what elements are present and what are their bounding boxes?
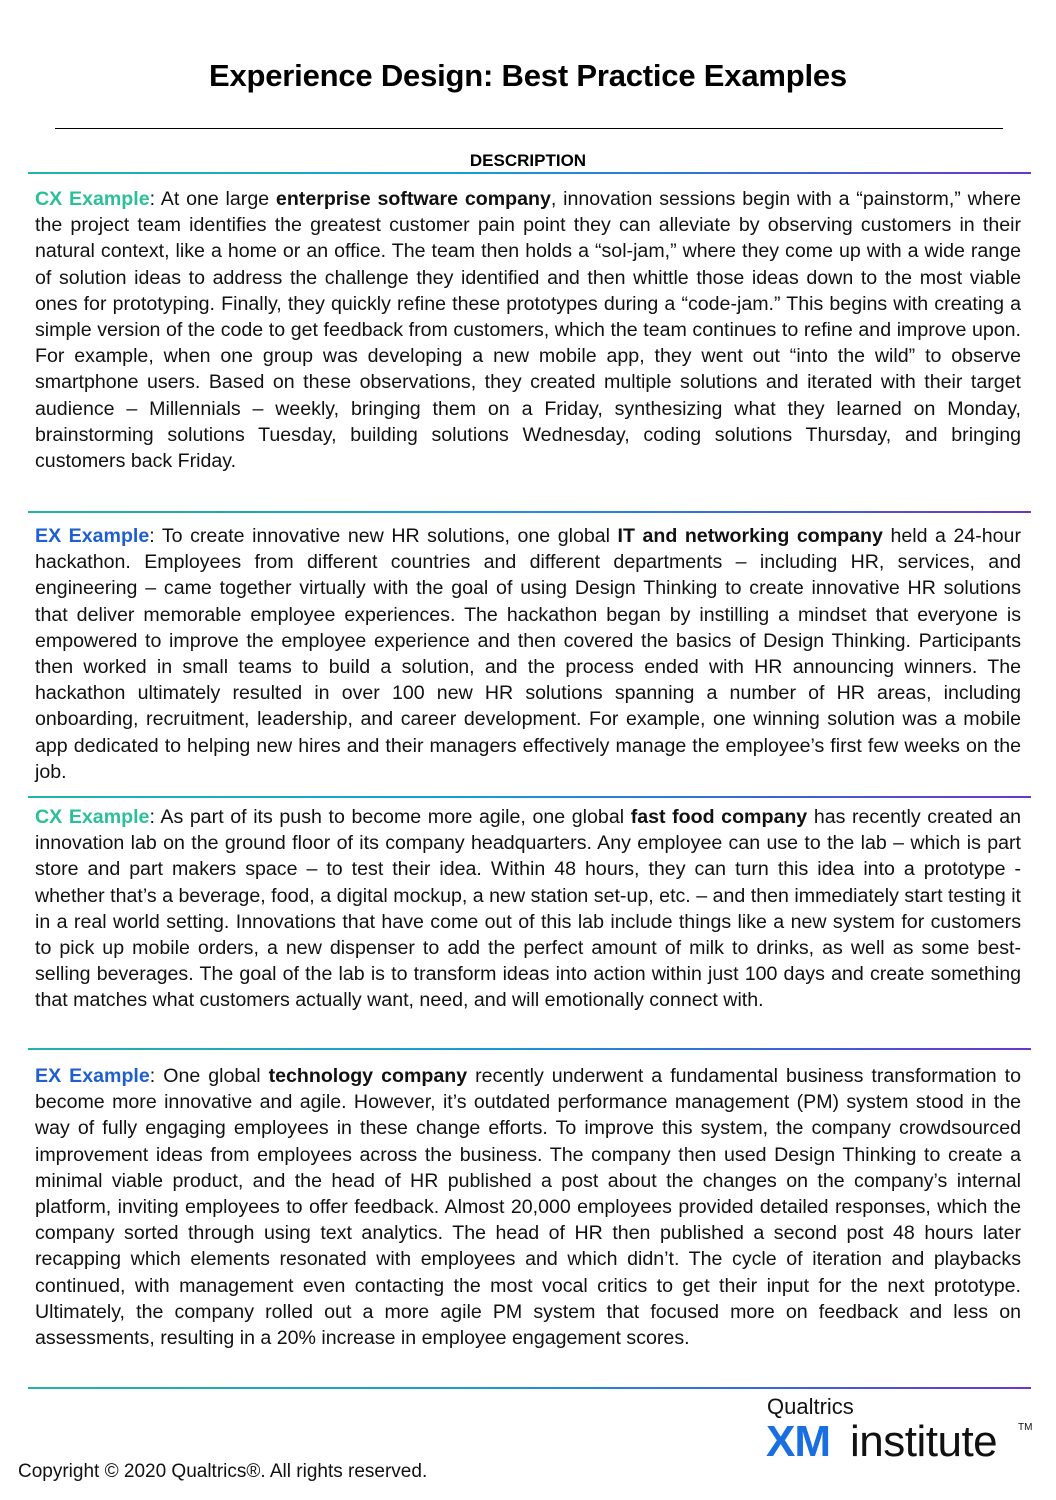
example-text: : As part of its push to become more agile, one global: [149, 806, 631, 828]
company-name: fast food company: [630, 806, 808, 828]
example-block: [35, 186, 1021, 474]
gradient-divider: [28, 1387, 1031, 1389]
example-text: , innovation sessions begin with a “painstorm,” where the project team identifies the greatest customer pain point they can alleviate by observing customers in their natural context, like a home or an office. The team then holds a “sol-jam,” where they come up with a wide range of solution ideas to address the challenge they identified and then whittle those ideas down to the most viable ones for prototyping. Finally, they quickly refine these prototypes during a “code-jam.” This begins with creating a simple version of the code to get feedback from customers, which the team continues to refine and improve upon. For example, when one group was developing a new mobile app, they went out “into the wild” to observe smartphone users. Based on these observations, they created multiple solutions and iterated with their target audience – Millennials – weekly, bringing them on a Friday, synthesizing what they learned on Monday, brainstorming solutions Tuesday, building solutions Wednesday, coding solutions Thursday, and bringing customers back Friday.: [35, 188, 1021, 473]
company-name: enterprise software company: [275, 188, 551, 210]
company-name: IT and networking company: [617, 525, 883, 547]
example-text: : To create innovative new HR solutions, one global: [149, 525, 618, 547]
logo-qualtrics-text: Qualtrics: [767, 1394, 854, 1419]
example-block: [35, 1063, 1021, 1351]
example-text: held a 24-hour hackathon. Employees from different countries and different departments – including HR, services, and engineering – came together virtually with the goal of using Design Thinking to create innovative HR solutions that deliver memorable employee experiences. The hackathon began by instilling a mindset that everyone is empowered to improve the employee experience and then covered the basics of Design Thinking. Participants then worked in small teams to build a solution, and the process ended with HR announcing winners. The hackathon ultimately resulted in over 100 new HR solutions spanning a number of HR areas, including onboarding, recruitment, leadership, and career development. For example, one winning solution was a mobile app dedicated to helping new hires and their managers effectively manage the employee’s first few weeks on the job.: [35, 525, 1021, 783]
logo-xm-text: XM: [766, 1417, 830, 1466]
gradient-divider: [28, 511, 1031, 513]
example-text: : One global: [149, 1065, 269, 1087]
page-title: Experience Design: Best Practice Examples: [209, 58, 847, 93]
column-heading: DESCRIPTION: [469, 151, 587, 170]
example-text: : At one large: [149, 188, 276, 210]
gradient-divider: [28, 1048, 1031, 1050]
company-name: technology company: [268, 1065, 468, 1087]
copyright-notice: Copyright © 2020 Qualtrics®. All rights reserved.: [18, 1461, 428, 1482]
logo-institute-text: institute: [850, 1417, 998, 1466]
gradient-divider: [28, 796, 1031, 798]
example-text: has recently created an innovation lab on the ground floor of its company headquarters. Any employee can use to the lab – which is part store and part makers space – to test their idea. Within 48 hours, they can turn this idea into a prototype - whether that’s a beverage, food, a digital mockup, a new station set-up, etc. – and then immediately start testing it in a real world setting. Innovations that have come out of this lab include things like a new system for customers to pick up mobile orders, a new dispenser to add the perfect amount of milk to drinks, as well as some best-selling beverages. The goal of the lab is to transform ideas into action within just 100 days and create something that matches what customers actually want, need, and will emotionally connect with.: [35, 806, 1021, 1012]
example-label: EX Example: [35, 525, 150, 547]
example-block: [35, 804, 1021, 1014]
xm-institute-logo: [766, 1392, 1036, 1472]
example-label: CX Example: [35, 806, 150, 828]
example-block: [35, 523, 1021, 785]
example-text: recently underwent a fundamental business transformation to become more innovative and agile. However, it’s outdated performance management (PM) system stood in the way of fully engaging employees in these change efforts. To improve this system, the company crowdsourced improvement ideas from employees across the business. The company then used Design Thinking to create a minimal viable product, and the head of HR published a post about the changes on the company’s internal platform, inviting employees to offer feedback. Almost 20,000 employees provided detailed responses, which the company sorted through using text analytics. The head of HR then published a second post 48 hours later recapping which elements resonated with employees and which didn’t. The cycle of iteration and playbacks continued, with management even contacting the most vocal critics to get their input for the next prototype. Ultimately, the company rolled out a more agile PM system that focused more on feedback and less on assessments, resulting in a 20% increase in employee engagement scores.: [35, 1065, 1021, 1350]
example-label: EX Example: [35, 1065, 150, 1087]
title-divider: [55, 128, 1003, 129]
gradient-divider: [28, 172, 1031, 174]
example-label: CX Example: [35, 188, 150, 210]
logo-tm-text: TM: [1018, 1422, 1033, 1433]
